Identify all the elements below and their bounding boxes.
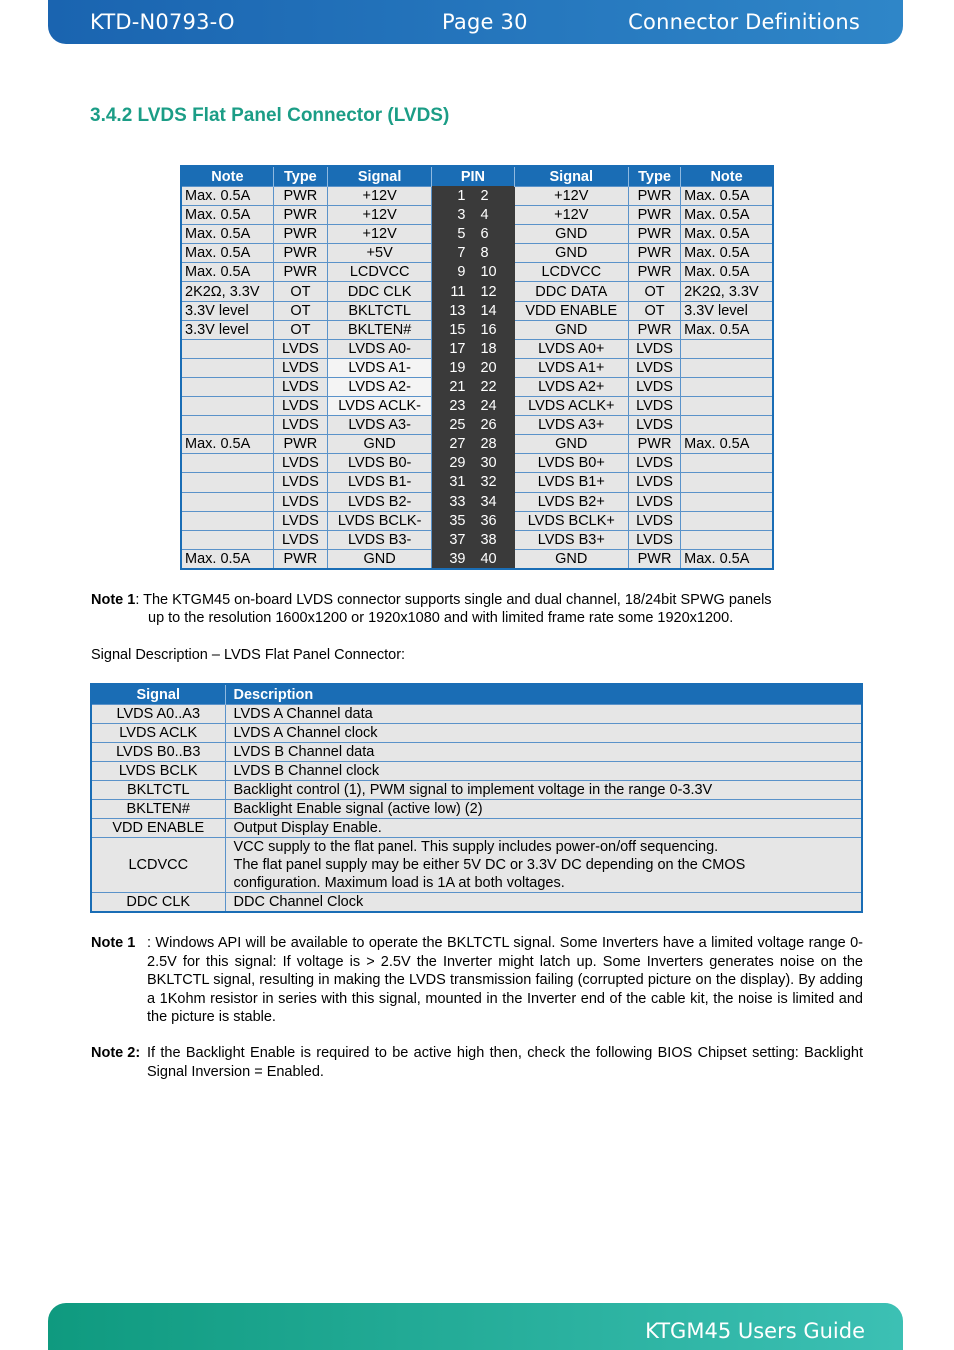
cell-pin-right: 8 (474, 244, 514, 263)
description-line: VCC supply to the flat panel. This supply includes power-on/off sequencing. (233, 839, 719, 855)
cell-note-left (181, 511, 273, 530)
cell-pin-left: 23 (432, 397, 474, 416)
cell-pin-left: 17 (432, 339, 474, 358)
cell-note-left: Max. 0.5A (181, 549, 273, 569)
cell-signal-right: LVDS BCLK+ (514, 511, 628, 530)
cell-signal-left: GND (327, 435, 431, 454)
table-row (181, 454, 773, 473)
cell-pin-right: 38 (474, 530, 514, 549)
cell-note-right (681, 492, 773, 511)
cell-type-right: PWR (628, 320, 680, 339)
table-row (181, 206, 773, 225)
cell-note-right (681, 530, 773, 549)
cell-signal-left: LVDS B3- (327, 530, 431, 549)
description-line: configuration. Maximum load is 1A at both voltages. (233, 875, 565, 891)
cell-signal-left: +12V (327, 225, 431, 244)
cell-type-right: PWR (628, 225, 680, 244)
cell-type-left: PWR (273, 244, 327, 263)
cell-signal: LVDS ACLK (91, 724, 225, 743)
cell-pin-right: 40 (474, 549, 514, 569)
cell-type-right: PWR (628, 549, 680, 569)
cell-type-right: PWR (628, 206, 680, 225)
cell-pin-left: 27 (432, 435, 474, 454)
cell-note-left: 3.3V level (181, 301, 273, 320)
cell-note-right: Max. 0.5A (681, 225, 773, 244)
cell-pin-left: 13 (432, 301, 474, 320)
cell-description (225, 705, 862, 724)
cell-pin-right: 34 (474, 492, 514, 511)
cell-signal-left: LVDS B1- (327, 473, 431, 492)
cell-type-left: LVDS (273, 511, 327, 530)
cell-note-right (681, 473, 773, 492)
doc-id: KTD-N0793-O (90, 10, 235, 34)
cell-note-right: Max. 0.5A (681, 435, 773, 454)
table-row (181, 320, 773, 339)
table-row (181, 187, 773, 206)
page-footer (48, 1303, 903, 1350)
cell-pin-left: 21 (432, 377, 474, 396)
cell-signal-left: LVDS ACLK- (327, 397, 431, 416)
cell-pin-right: 30 (474, 454, 514, 473)
cell-note-right (681, 377, 773, 396)
cell-note-left (181, 416, 273, 435)
cell-type-right: LVDS (628, 492, 680, 511)
signal-description-table (90, 683, 863, 913)
cell-pin-left: 29 (432, 454, 474, 473)
cell-signal-left: LVDS B0- (327, 454, 431, 473)
cell-note-right (681, 397, 773, 416)
cell-note-left (181, 358, 273, 377)
table-row (181, 263, 773, 282)
cell-note-right (681, 454, 773, 473)
signal-table-header (91, 684, 862, 705)
pin-header-signal-right: Signal (514, 166, 628, 187)
cell-type-right: LVDS (628, 358, 680, 377)
cell-pin-right: 24 (474, 397, 514, 416)
pin-header-type-right: Type (628, 166, 680, 187)
table-row (91, 838, 862, 893)
cell-type-left: OT (273, 320, 327, 339)
cell-description (225, 743, 862, 762)
table-row (181, 435, 773, 454)
cell-signal-right: LVDS ACLK+ (514, 397, 628, 416)
description-line: LVDS B Channel clock (233, 763, 380, 779)
cell-description (225, 819, 862, 838)
table-row (181, 397, 773, 416)
cell-note-left: Max. 0.5A (181, 187, 273, 206)
cell-signal-right: +12V (514, 187, 628, 206)
cell-note-left (181, 454, 273, 473)
page-number: Page 30 (442, 10, 528, 34)
section-title: 3.4.2 LVDS Flat Panel Connector (LVDS) (90, 105, 450, 126)
cell-pin-left: 7 (432, 244, 474, 263)
table-row (181, 473, 773, 492)
cell-description (225, 781, 862, 800)
pin-header-type-left: Type (273, 166, 327, 187)
cell-note-left (181, 492, 273, 511)
cell-description (225, 893, 862, 913)
cell-pin-left: 11 (432, 282, 474, 301)
cell-note-right: Max. 0.5A (681, 263, 773, 282)
cell-pin-left: 9 (432, 263, 474, 282)
table-row (181, 358, 773, 377)
cell-pin-right: 28 (474, 435, 514, 454)
cell-note-right: Max. 0.5A (681, 244, 773, 263)
note-text: : The KTGM45 on-board LVDS connector supports single and dual channel, 18/24bit SPWG panels (135, 592, 772, 608)
note-label: Note 2: (91, 1045, 141, 1061)
cell-type-right: PWR (628, 187, 680, 206)
cell-signal-left: LCDVCC (327, 263, 431, 282)
note-2-bottom (91, 1044, 863, 1081)
table-row (181, 301, 773, 320)
table-row (181, 377, 773, 396)
cell-type-left: LVDS (273, 492, 327, 511)
cell-note-left (181, 377, 273, 396)
cell-type-left: PWR (273, 206, 327, 225)
cell-pin-left: 19 (432, 358, 474, 377)
cell-note-left: Max. 0.5A (181, 263, 273, 282)
cell-signal-right: GND (514, 320, 628, 339)
cell-type-right: PWR (628, 263, 680, 282)
cell-note-left (181, 397, 273, 416)
cell-type-left: LVDS (273, 454, 327, 473)
cell-signal-right: LVDS A2+ (514, 377, 628, 396)
cell-pin-left: 3 (432, 206, 474, 225)
cell-signal-right: LVDS B2+ (514, 492, 628, 511)
cell-type-left: OT (273, 282, 327, 301)
cell-pin-left: 5 (432, 225, 474, 244)
table-row (181, 549, 773, 569)
table-row (91, 781, 862, 800)
table-row (181, 492, 773, 511)
table-row (91, 819, 862, 838)
cell-description (225, 724, 862, 743)
cell-pin-right: 6 (474, 225, 514, 244)
note-text: If the Backlight Enable is required to be active high then, check the following BIOS Chipset setting: Backlight Signal Inversion = Enabled. (147, 1045, 863, 1080)
cell-type-right: PWR (628, 244, 680, 263)
cell-note-left: 2K2Ω, 3.3V (181, 282, 273, 301)
cell-signal-left: BKLTEN# (327, 320, 431, 339)
cell-pin-right: 2 (474, 187, 514, 206)
pin-header-note-left: Note (181, 166, 273, 187)
cell-signal: LCDVCC (91, 838, 225, 893)
cell-pin-left: 15 (432, 320, 474, 339)
table-row (181, 282, 773, 301)
cell-signal: LVDS BCLK (91, 762, 225, 781)
signal-description-title: Signal Description – LVDS Flat Panel Connector: (91, 647, 406, 663)
description-line: LVDS A Channel data (233, 706, 373, 722)
cell-pin-right: 16 (474, 320, 514, 339)
cell-signal-right: +12V (514, 206, 628, 225)
cell-signal-right: LVDS A0+ (514, 339, 628, 358)
cell-note-right (681, 416, 773, 435)
cell-pin-left: 25 (432, 416, 474, 435)
description-line: LVDS B Channel data (233, 744, 375, 760)
description-line: DDC Channel Clock (233, 894, 364, 910)
cell-signal: VDD ENABLE (91, 819, 225, 838)
cell-pin-right: 22 (474, 377, 514, 396)
cell-pin-left: 37 (432, 530, 474, 549)
pin-header-signal-left: Signal (327, 166, 431, 187)
cell-type-left: LVDS (273, 530, 327, 549)
cell-signal-right: VDD ENABLE (514, 301, 628, 320)
cell-note-right: Max. 0.5A (681, 206, 773, 225)
table-row (181, 244, 773, 263)
signal-header-signal: Signal (91, 684, 225, 705)
cell-signal-left: +12V (327, 187, 431, 206)
cell-type-right: OT (628, 282, 680, 301)
table-row (91, 800, 862, 819)
cell-signal: BKLTEN# (91, 800, 225, 819)
cell-signal-right: GND (514, 435, 628, 454)
cell-note-right: Max. 0.5A (681, 320, 773, 339)
cell-signal-right: GND (514, 549, 628, 569)
description-line: Backlight Enable signal (active low) (2) (233, 801, 483, 817)
cell-type-right: LVDS (628, 454, 680, 473)
description-line: Backlight control (1), PWM signal to implement voltage in the range 0-3.3V (233, 782, 713, 798)
cell-type-left: LVDS (273, 358, 327, 377)
note-label: Note 1 (91, 935, 136, 951)
cell-type-left: PWR (273, 263, 327, 282)
pin-table (180, 165, 774, 570)
cell-type-left: LVDS (273, 473, 327, 492)
table-row (91, 893, 862, 913)
cell-signal-left: GND (327, 549, 431, 569)
table-row (91, 743, 862, 762)
cell-pin-left: 33 (432, 492, 474, 511)
signal-header-description: Description (225, 684, 862, 705)
cell-pin-right: 14 (474, 301, 514, 320)
cell-signal-left: BKLTCTL (327, 301, 431, 320)
cell-description (225, 838, 862, 893)
cell-signal-right: LVDS B0+ (514, 454, 628, 473)
description-line: The flat panel supply may be either 5V DC or 3.3V DC depending on the CMOS (233, 857, 746, 873)
cell-note-left: Max. 0.5A (181, 206, 273, 225)
cell-note-right: Max. 0.5A (681, 187, 773, 206)
note-label: Note 1 (91, 592, 136, 608)
cell-pin-right: 10 (474, 263, 514, 282)
cell-type-right: LVDS (628, 339, 680, 358)
cell-note-right (681, 511, 773, 530)
cell-signal-left: LVDS A1- (327, 358, 431, 377)
cell-description (225, 762, 862, 781)
description-line: LVDS A Channel clock (233, 725, 378, 741)
cell-type-left: PWR (273, 187, 327, 206)
cell-type-right: PWR (628, 435, 680, 454)
cell-note-right (681, 339, 773, 358)
cell-signal-left: DDC CLK (327, 282, 431, 301)
cell-signal-left: LVDS A0- (327, 339, 431, 358)
cell-signal: LVDS A0..A3 (91, 705, 225, 724)
table-row (181, 225, 773, 244)
cell-pin-right: 4 (474, 206, 514, 225)
pin-header-pin: PIN (432, 166, 514, 187)
note-text-continued: up to the resolution 1600x1200 or 1920x1080 and with limited frame rate some 1920x1200. (148, 610, 734, 626)
cell-note-right: 3.3V level (681, 301, 773, 320)
cell-type-left: OT (273, 301, 327, 320)
cell-signal: LVDS B0..B3 (91, 743, 225, 762)
pin-table-header (181, 166, 773, 187)
cell-pin-right: 12 (474, 282, 514, 301)
cell-type-right: LVDS (628, 397, 680, 416)
guide-title: KTGM45 Users Guide (645, 1319, 865, 1343)
cell-signal-right: GND (514, 225, 628, 244)
cell-signal: DDC CLK (91, 893, 225, 913)
cell-signal-left: +12V (327, 206, 431, 225)
cell-type-right: OT (628, 301, 680, 320)
cell-type-left: LVDS (273, 397, 327, 416)
cell-signal-right: LVDS B3+ (514, 530, 628, 549)
cell-note-right (681, 358, 773, 377)
cell-type-right: LVDS (628, 473, 680, 492)
description-line: Output Display Enable. (233, 820, 382, 836)
cell-signal-right: DDC DATA (514, 282, 628, 301)
cell-pin-left: 39 (432, 549, 474, 569)
cell-pin-right: 36 (474, 511, 514, 530)
cell-signal: BKLTCTL (91, 781, 225, 800)
cell-pin-right: 18 (474, 339, 514, 358)
cell-signal-left: LVDS B2- (327, 492, 431, 511)
cell-description (225, 800, 862, 819)
table-row (181, 530, 773, 549)
table-row (181, 339, 773, 358)
pin-header-note-right: Note (681, 166, 773, 187)
cell-type-left: LVDS (273, 416, 327, 435)
cell-type-left: PWR (273, 435, 327, 454)
table-row (91, 705, 862, 724)
cell-note-left: Max. 0.5A (181, 435, 273, 454)
cell-note-right: Max. 0.5A (681, 549, 773, 569)
cell-signal-right: LVDS B1+ (514, 473, 628, 492)
cell-note-left: 3.3V level (181, 320, 273, 339)
page-header (48, 0, 903, 44)
table-row (181, 416, 773, 435)
cell-note-left: Max. 0.5A (181, 244, 273, 263)
cell-note-left (181, 339, 273, 358)
cell-type-right: LVDS (628, 511, 680, 530)
cell-signal-right: LVDS A3+ (514, 416, 628, 435)
cell-note-left (181, 530, 273, 549)
cell-type-left: LVDS (273, 339, 327, 358)
table-row (91, 724, 862, 743)
cell-type-right: LVDS (628, 530, 680, 549)
cell-pin-left: 35 (432, 511, 474, 530)
cell-note-left: Max. 0.5A (181, 225, 273, 244)
note-1-top (91, 591, 861, 627)
cell-pin-right: 32 (474, 473, 514, 492)
cell-signal-left: +5V (327, 244, 431, 263)
note-text: : Windows API will be available to operate the BKLTCTL signal. Some Inverters have a limited voltage range 0- 2.5V for this signal: If voltage is > 2.5V the Inverter might latch up. Some Inverters generates noise on the BKLTCTL signal, resulting in making the LVDS transmission failing (corrupted picture on the display). By adding a 1Kohm resistor in series with this signal, mounted in the Inverter end of the cable kit, the noise is limited and the picture is stable. (147, 935, 863, 1025)
cell-note-right: 2K2Ω, 3.3V (681, 282, 773, 301)
table-row (181, 511, 773, 530)
cell-type-left: PWR (273, 225, 327, 244)
cell-pin-left: 31 (432, 473, 474, 492)
cell-signal-right: LVDS A1+ (514, 358, 628, 377)
cell-pin-left: 1 (432, 187, 474, 206)
cell-type-right: LVDS (628, 416, 680, 435)
cell-signal-left: LVDS A3- (327, 416, 431, 435)
cell-note-left (181, 473, 273, 492)
cell-signal-left: LVDS BCLK- (327, 511, 431, 530)
cell-pin-right: 20 (474, 358, 514, 377)
cell-signal-right: GND (514, 244, 628, 263)
cell-signal-left: LVDS A2- (327, 377, 431, 396)
cell-signal-right: LCDVCC (514, 263, 628, 282)
section-name: Connector Definitions (628, 10, 860, 34)
cell-type-left: LVDS (273, 377, 327, 396)
table-row (91, 762, 862, 781)
cell-type-left: PWR (273, 549, 327, 569)
note-1-bottom (91, 934, 863, 1027)
cell-pin-right: 26 (474, 416, 514, 435)
cell-type-right: LVDS (628, 377, 680, 396)
